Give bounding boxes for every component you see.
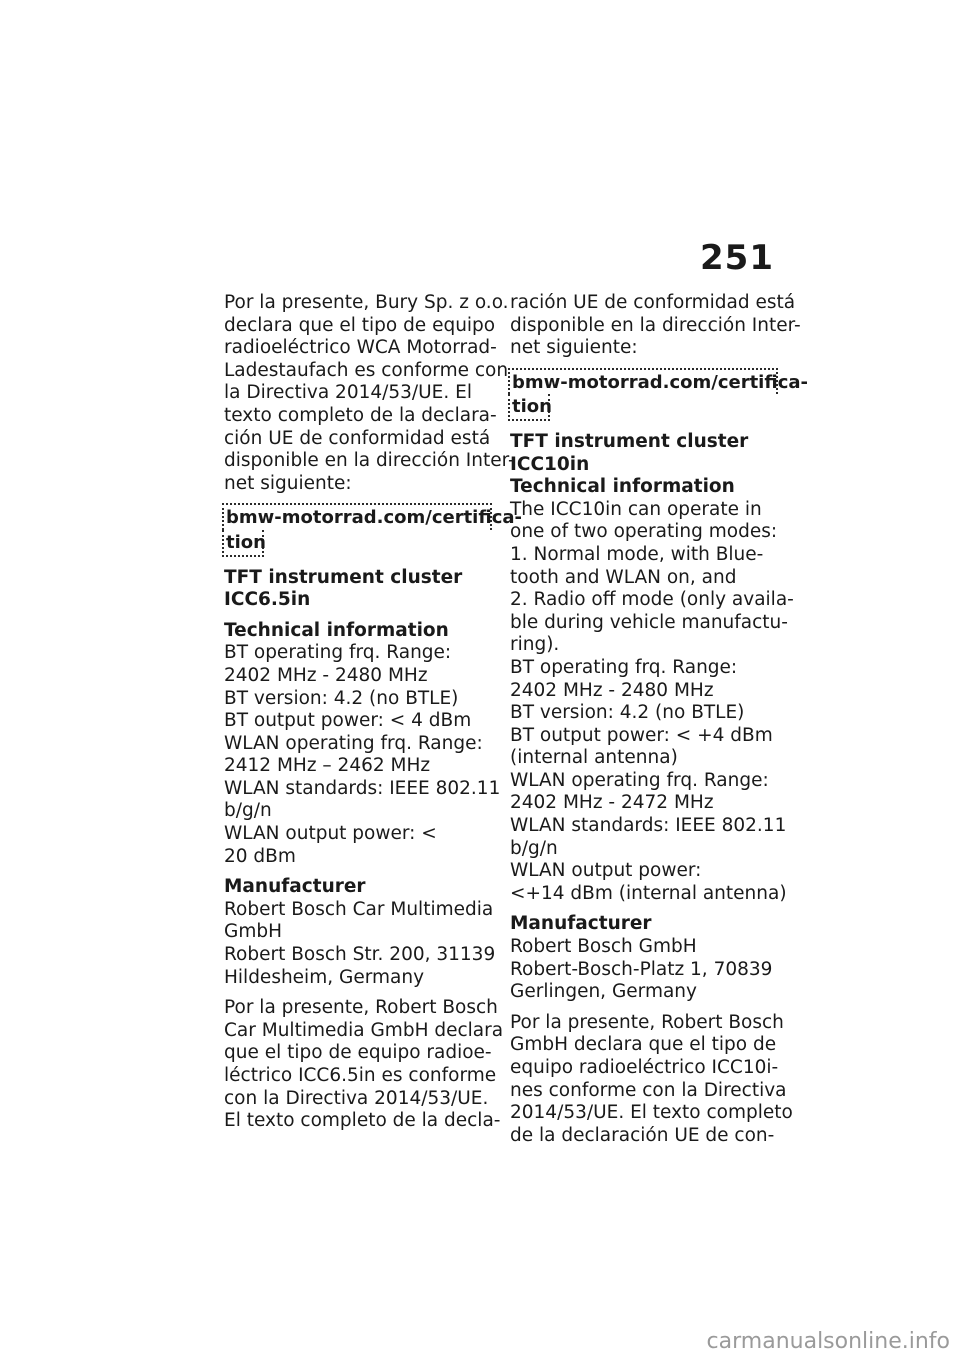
- spec-line: BT version: 4.2 (no BTLE): [224, 687, 459, 709]
- spec-line: BT operating frq. Range:: [510, 656, 738, 678]
- text-line: declara que el tipo de equipo: [224, 314, 496, 336]
- bury-declaration: [224, 292, 515, 495]
- spec-line: WLAN operating frq. Range:: [224, 732, 483, 754]
- section-heading: TFT instrument cluster: [510, 430, 749, 452]
- bosch-multimedia-declaration: [224, 997, 504, 1133]
- spec-line: ring).: [510, 634, 560, 656]
- text-line: Ladestaufach es conforme con: [224, 359, 509, 381]
- text-line: léctrico ICC6.5in es conforme: [224, 1065, 497, 1086]
- spec-line: ble during vehicle manufactu-: [510, 611, 788, 633]
- section-heading-model: ICC6.5in: [224, 589, 311, 611]
- address-line: Robert Bosch Car Multimedia: [224, 898, 494, 920]
- spec-line: WLAN standards: IEEE 802.11: [510, 815, 787, 837]
- spec-line: 1. Normal mode, with Blue-: [510, 543, 764, 565]
- spec-line: 2. Radio off mode (only availa-: [510, 589, 794, 611]
- bosch-declaration: [510, 1011, 793, 1148]
- address-line: Gerlingen, Germany: [510, 981, 697, 1003]
- text-line: net siguiente:: [224, 472, 352, 494]
- spec-line: <+14 dBm (internal antenna): [510, 882, 787, 904]
- spec-line: WLAN output power: <: [224, 823, 437, 845]
- text-line: Por la presente, Robert Bosch: [224, 997, 498, 1019]
- spec-line: 20 dBm: [224, 845, 296, 867]
- text-line: la Directiva 2014/53/UE. El: [224, 382, 472, 404]
- spec-line: 2402 MHz - 2480 MHz: [510, 679, 714, 701]
- technical-specs: [510, 498, 794, 906]
- spec-line: 2402 MHz - 2472 MHz: [510, 792, 714, 814]
- text-line: ción UE de conformidad está: [224, 427, 491, 449]
- text-line: con la Directiva 2014/53/UE.: [224, 1087, 489, 1109]
- certification-link[interactable]: bmw-motorrad.com/certifica-: [508, 368, 778, 395]
- manufacturer-address: [510, 936, 782, 1004]
- left-column: [224, 292, 522, 1141]
- spec-line: BT version: 4.2 (no BTLE): [510, 702, 745, 724]
- text-line: nes conforme con la Directiva: [510, 1079, 787, 1101]
- section-heading: TFT instrument cluster: [224, 566, 463, 588]
- text-line: 2014/53/UE. El texto completo: [510, 1102, 793, 1124]
- text-line: disponible en la dirección Inter-: [224, 450, 515, 472]
- text-line: Por la presente, Robert Bosch: [510, 1011, 784, 1033]
- subheading-technical-information: Technical information: [510, 476, 735, 498]
- address-line: Robert-Bosch-Platz 1, 70839: [510, 958, 773, 980]
- text-line: de la declaración UE de con-: [510, 1124, 775, 1146]
- spec-line: WLAN standards: IEEE 802.11: [224, 777, 501, 799]
- spec-line: BT output power: < 4 dBm: [224, 710, 472, 732]
- text-line: net siguiente:: [510, 337, 638, 359]
- certification-link-continued[interactable]: tion: [508, 394, 550, 421]
- manufacturer-heading: Manufacturer: [224, 876, 366, 898]
- spec-line: 2412 MHz – 2462 MHz: [224, 755, 431, 777]
- text-line: El texto completo de la decla-: [224, 1110, 501, 1132]
- text-line: GmbH declara que el tipo de: [510, 1034, 777, 1056]
- spec-line: (internal antenna): [510, 747, 678, 769]
- right-column: [510, 292, 808, 1155]
- address-line: Robert Bosch GmbH: [510, 936, 697, 958]
- certification-link-continued[interactable]: tion: [222, 530, 264, 557]
- address-line: Robert Bosch Str. 200, 31139: [224, 944, 496, 966]
- text-line: Por la presente, Bury Sp. z o.o.: [224, 292, 509, 313]
- subheading-technical-information: Technical information: [224, 619, 449, 641]
- address-line: Hildesheim, Germany: [224, 966, 425, 988]
- text-line: Car Multimedia GmbH declara: [224, 1019, 504, 1041]
- manufacturer-address: [224, 899, 496, 989]
- spec-line: WLAN output power:: [510, 860, 702, 882]
- spec-line: 2402 MHz - 2480 MHz: [224, 664, 428, 686]
- address-line: GmbH: [224, 921, 283, 943]
- spec-line: BT output power: < +4 dBm: [510, 724, 773, 746]
- text-line: disponible en la dirección Inter-: [510, 314, 801, 336]
- spec-line: b/g/n: [224, 800, 272, 822]
- text-line: texto completo de la declara-: [224, 404, 497, 426]
- spec-line: WLAN operating frq. Range:: [510, 769, 769, 791]
- certification-link[interactable]: bmw-motorrad.com/certifica-: [222, 503, 492, 530]
- declaration-continued: [510, 292, 801, 360]
- page-number: 251: [700, 238, 774, 278]
- text-line: radioeléctrico WCA Motorrad-: [224, 337, 497, 359]
- section-heading-model: ICC10in: [510, 453, 590, 475]
- manufacturer-heading: Manufacturer: [510, 913, 652, 935]
- text-line: que el tipo de equipo radioe-: [224, 1042, 492, 1064]
- spec-line: BT operating frq. Range:: [224, 642, 452, 664]
- spec-line: b/g/n: [510, 837, 558, 859]
- text-line: ración UE de conformidad está: [510, 292, 796, 313]
- text-line: equipo radioeléctrico ICC10i-: [510, 1057, 779, 1078]
- spec-line: The ICC10in can operate in: [510, 498, 762, 520]
- technical-specs: [224, 642, 501, 868]
- spec-line: one of two operating modes:: [510, 521, 778, 543]
- spec-line: tooth and WLAN on, and: [510, 566, 737, 588]
- watermark-text: carmanualsonline.info: [706, 1329, 950, 1354]
